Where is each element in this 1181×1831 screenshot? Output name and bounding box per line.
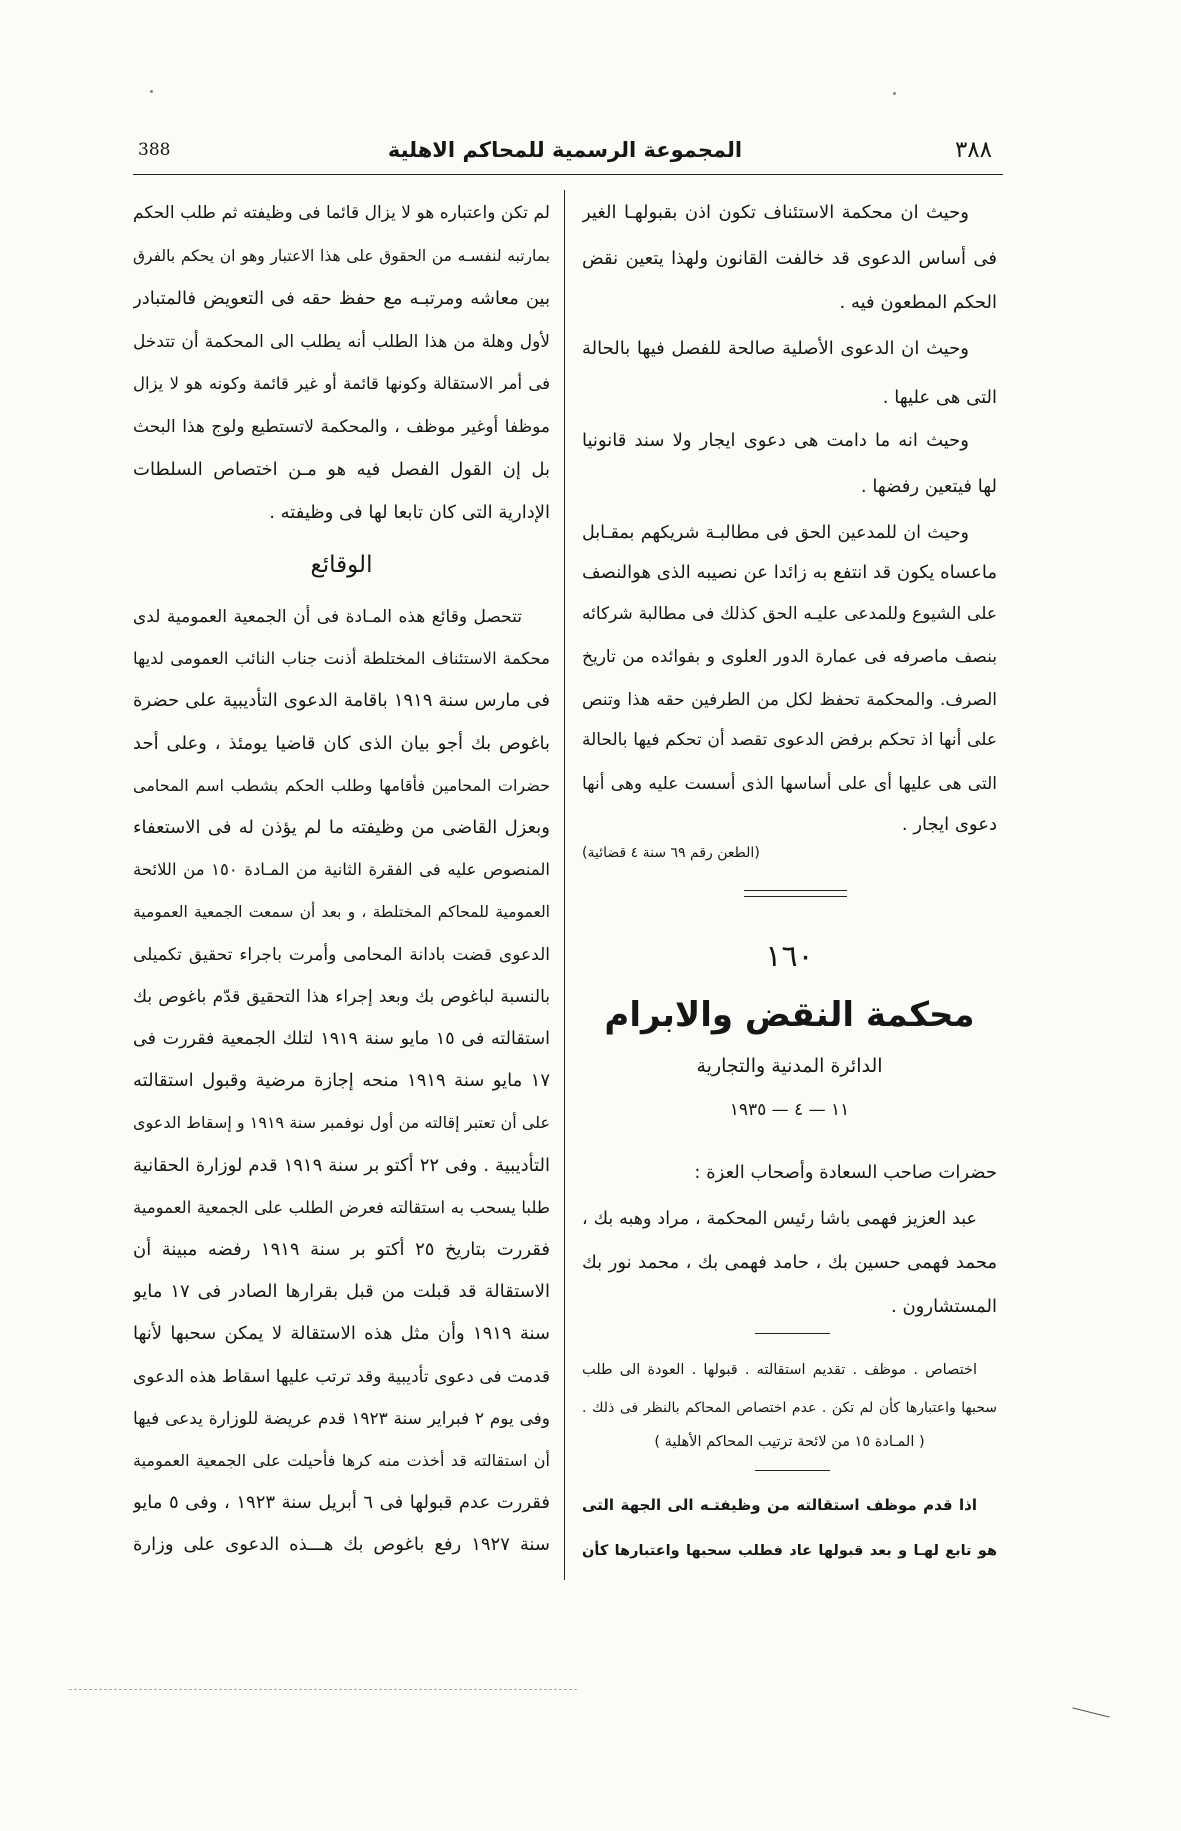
header-rule <box>133 174 1003 175</box>
body-text-line: تتحصل وقائع هذه المـادة فى أن الجمعية العمومية لدى <box>133 607 522 627</box>
body-text-line: لأول وهلة من هذا الطلب أنه يطلب الى المحكمة أن تتدخل <box>133 332 550 352</box>
body-text-line: التى هى عليها أى على أساسها الذى أسست عليه وهى أنها <box>582 774 997 794</box>
body-text-line: وفى يوم ٢ فبراير سنة ١٩٢٣ قدم عريضة للوزارة يدعى فيها <box>133 1409 550 1429</box>
body-text-line: طلبا يسحب به استقالته فعرض الطلب على الجمعية العمومية <box>133 1198 550 1217</box>
principle-line: اذا قدم موظف استقالته من وظيفتـه الى الجهة التى <box>582 1496 977 1514</box>
body-text-line: بمارتبه لنفسـه من الحقوق على هذا الاعتبار وهو ان يحكم بالفرق <box>133 247 550 265</box>
body-text-line: الإدارية التى كان تابعا لها فى وظيفته . <box>269 502 550 523</box>
body-text-line: التى هى عليها . <box>882 387 997 408</box>
body-text-line: أن استقالته قد أخذت منه كرها فأحيلت على الجمعية العمومية <box>133 1451 550 1470</box>
scan-artifact-mark <box>1072 1707 1109 1717</box>
body-text-line: الدعوى قضت بادانة المحامى وأمرت باجراء تحقيق تكميلى <box>133 945 550 965</box>
legal-reference: ( المـادة ١٥ من لائحة ترتيب المحاكم الأهلية ) <box>654 1434 925 1450</box>
body-text-line: فى أمر الاستقالة وكونها قائمة أو غير قائمة وكونه هو لا يزال <box>133 374 550 393</box>
column-divider <box>564 190 565 1580</box>
page-number-arabic: ٣٨٨ <box>954 137 992 163</box>
body-text-line: بنصف ماصرفه فى عمارة الدور العلوى و بفوائده من تاريخ <box>582 647 997 667</box>
body-text-line: فقررت عدم قبولها فى ٦ أبريل سنة ١٩٢٣ ، وفى ٥ مايو <box>133 1492 550 1513</box>
body-text-line: التأديبية . وفى ٢٢ أكتو بر سنة ١٩١٩ قدم لوزارة الحقانية <box>133 1155 550 1176</box>
bench-intro: حضرات صاحب السعادة وأصحاب العزة : <box>694 1162 997 1183</box>
body-text-line: وحيث ان الدعوى الأصلية صالحة للفصل فيها بالحالة <box>582 338 969 359</box>
scan-artifact-dot <box>893 92 896 95</box>
body-text-line: بل إن القول الفصل فيه هو مـن اختصاص السلطات <box>133 459 550 480</box>
body-text-line: الاستقالة قد قبلت من قبل بقرارها الصادر فى ١٧ مايو <box>133 1281 550 1302</box>
body-text-line: استقالته فى ١٥ مايو سنة ١٩١٩ لتلك الجمعية فقررت فى <box>133 1029 550 1049</box>
keywords-line: اختصاص . موظف . تقديم استقالته . قبولها . العودة الى طلب <box>582 1362 977 1378</box>
section-double-rule-top <box>744 890 847 891</box>
body-text-line: فقررت بتاريخ ٢٥ أكتو بر سنة ١٩١٩ رفضه مبينة أن <box>133 1239 550 1260</box>
bench-line: عبد العزيز فهمى باشا رئيس المحكمة ، مراد وهبه بك ، <box>582 1209 977 1229</box>
body-text-line: فى أساس الدعوى قد خالفت القانون ولهذا يتعين نقض <box>582 248 997 269</box>
body-text-line: على أن تعتبر إقالته من أول نوفمبر سنة ١٩١٩ و إسقاط الدعوى <box>133 1113 550 1132</box>
short-rule <box>755 1470 830 1471</box>
judgment-date: ١١ — ٤ — ١٩٣٥ <box>729 1100 850 1120</box>
case-number: ١٦٠ <box>765 939 814 974</box>
body-text-line: وحيث ان محكمة الاستئناف تكون اذن بقبولهـا الغير <box>582 202 969 223</box>
body-text-line: لم تكن واعتباره هو لا يزال قائما فى وظيفته ثم طلب الحكم <box>133 203 550 223</box>
running-title: المجموعة الرسمية للمحاكم الاهلية <box>387 138 743 162</box>
scan-artifact-dot <box>150 90 153 93</box>
page-number-latin: 388 <box>138 140 171 160</box>
body-text-line: على أنها اذ تحكم برفض الدعوى تقصد أن تحكم فيها بالحالة <box>582 730 997 750</box>
body-text-line: ١٧ مايو سنة ١٩١٩ منحه إجازة مرضية وقبول استقالته <box>133 1070 550 1091</box>
facts-heading: الوقائع <box>310 552 373 578</box>
body-text-line: على الشيوع وللمدعى عليـه الحق كذلك فى مطالبة شركائه <box>582 604 997 624</box>
body-text-line: بين معاشه ومرتبـه مع حفظ حقه فى التعويض فالمتبادر <box>133 288 550 309</box>
body-text-line: باغوص بك أجو بيان الذى كان قاضيا يومئذ ، وعلى أحد <box>133 733 550 754</box>
chamber-name: الدائرة المدنية والتجارية <box>696 1055 883 1077</box>
body-text-line: لها فيتعين رفضها . <box>860 476 997 497</box>
body-text-line: سنة ١٩١٩ وأن مثل هذه الاستقالة لا يمكن سحبها لأنها <box>133 1323 550 1344</box>
body-text-line: العمومية للمحاكم المختلطة ، و بعد أن سمعت الجمعية العمومية <box>133 903 550 921</box>
body-text-line: ماعساه يكون قد انتفع به زائدا عن نصيبه الذى هوالنصف <box>582 562 997 583</box>
body-text-line: قدمت فى دعوى تأديبية وقد ترتب عليها اسقاط هذه الدعوى <box>133 1367 550 1387</box>
scan-artifact-line <box>69 1689 577 1690</box>
body-text-line: وحيث انه ما دامت هى دعوى ايجار ولا سند قانونيا <box>582 430 969 451</box>
bench-line: محمد فهمى حسين بك ، حامد فهمى بك ، محمد نور بك <box>582 1252 997 1273</box>
appeal-citation: (الطعن رقم ٦٩ سنة ٤ قضائية) <box>582 845 760 861</box>
body-text-line: الصرف. والمحكمة تحفظ لكل من الطرفين حقه هذا وتنص <box>582 690 997 710</box>
body-text-line: وبعزل القاضى من وظيفته ما لم يؤذن له فى الاستعفاء <box>133 817 550 838</box>
body-text-line: حضرات المحامين فأقامها وطلب الحكم بشطب اسم المحامى <box>133 776 550 795</box>
body-text-line: وحيث ان للمدعين الحق فى مطالبـة شريكهم بمقـابل <box>582 523 969 543</box>
section-double-rule-bottom <box>744 896 847 897</box>
keywords-line: سحبها واعتبارها كأن لم تكن . عدم اختصاص المحاكم بالنظر فى ذلك . <box>582 1400 997 1416</box>
bench-line: المستشارون . <box>891 1296 997 1317</box>
principle-line: هو تابع لهـا و بعد قبولها عاد فطلب سحبها واعتبارها كأن <box>582 1543 997 1559</box>
court-name: محكمة النقض والابرام <box>604 995 975 1035</box>
body-text-line: المنصوص عليه فى الفقرة الثانية من المـادة ١٥٠ من اللائحة <box>133 860 550 879</box>
body-text-line: موظفا أوغير موظف ، والمحكمة لاتستطيع ولوج هذا البحث <box>133 417 550 437</box>
short-rule <box>755 1333 830 1334</box>
body-text-line: بالنسبة لباغوص بك وبعد إجراء هذا التحقيق قدّم باغوص بك <box>133 987 550 1007</box>
body-text-line: دعوى ايجار . <box>901 814 997 835</box>
body-text-line: الحكم المطعون فيه . <box>839 292 997 313</box>
body-text-line: سنة ١٩٢٧ رفع باغوص بك هـــذه الدعوى على وزارة <box>133 1534 550 1555</box>
body-text-line: محكمة الاستئناف المختلطة أذنت جناب النائب العمومى لديها <box>133 649 550 668</box>
body-text-line: فى مارس سنة ١٩١٩ باقامة الدعوى التأديبية على حضرة <box>133 690 550 711</box>
